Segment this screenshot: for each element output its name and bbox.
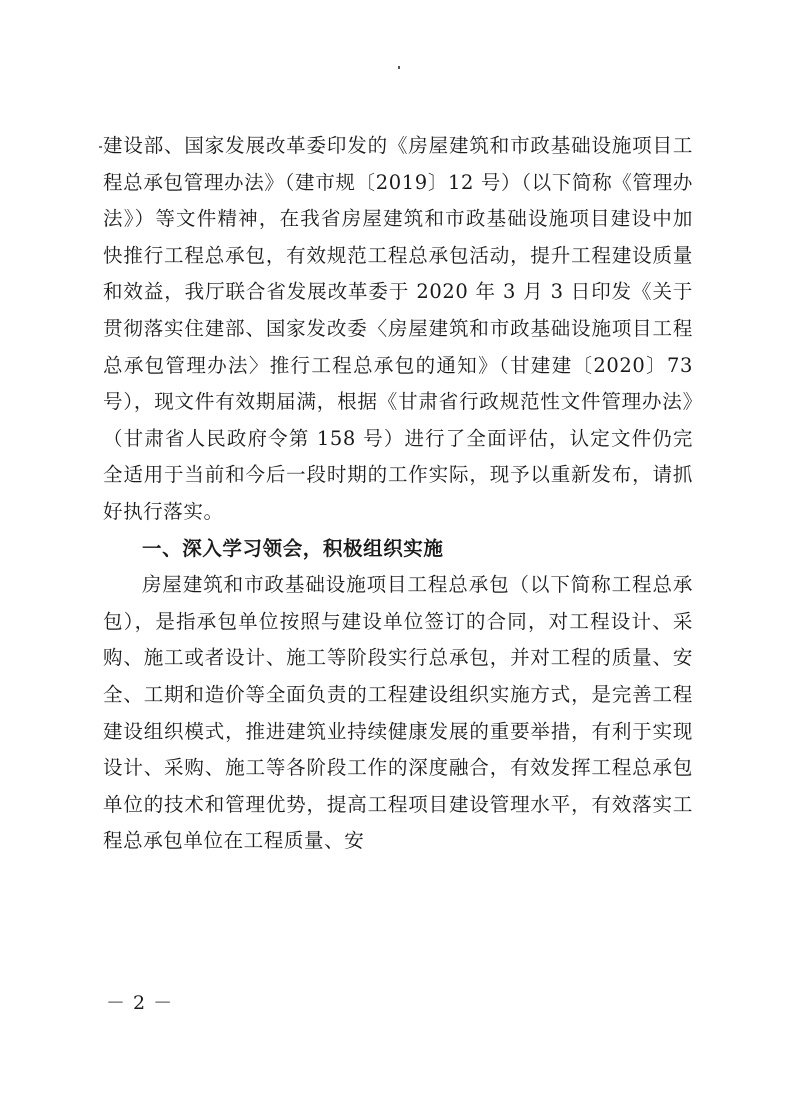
scan-mark-left: [99, 146, 102, 148]
body-paragraph-continued: 建设部、国家发展改革委印发的《房屋建筑和市政基础设施项目工程总承包管理办法》（建市规〔2019〕12 号）（以下简称《管理办法》）等文件精神，在我省房屋建筑和市政基础设施项目建设中加快推行工程总承包，有效规范工程总承包活动，提升工程建设质量和效益，我厅联合省发展改革委于 2020 年 3 月 3 日印发《关于贯彻落实住建部、国家发改委〈房屋建筑和市政基础设施项目工程总承包管理办法〉推行工程总承包的通知》（甘建建〔2020〕73 号），现文件有效期届满，根据《甘肃省行政规范性文件管理办法》（甘肃省人民政府令第 158 号）进行了全面评估，认定文件仍完全适用于当前和今后一段时期的工作实际，现予以重新发布，请抓好执行落实。: [103, 134, 694, 523]
scan-mark: [398, 66, 400, 69]
body-paragraph-section-1: 房屋建筑和市政基础设施项目工程总承包（以下简称工程总承包），是指承包单位按照与建设单位签订的合同，对工程设计、采购、施工或者设计、施工等阶段实行总承包，并对工程的质量、安全、工期和造价等全面负责的工程建设组织实施方式，是完善工程建设组织模式，推进建筑业持续健康发展的重要举措，有利于实现设计、采购、施工等各阶段工作的深度融合，有效发挥工程总承包单位的技术和管理优势，提高工程项目建设管理水平，有效落实工程总承包单位在工程质量、安: [103, 573, 693, 853]
document-body: [103, 128, 693, 860]
section-heading-1: 一、深入学习领会，积极组织实施: [142, 536, 444, 560]
page-number: － 2 －: [106, 992, 174, 1014]
